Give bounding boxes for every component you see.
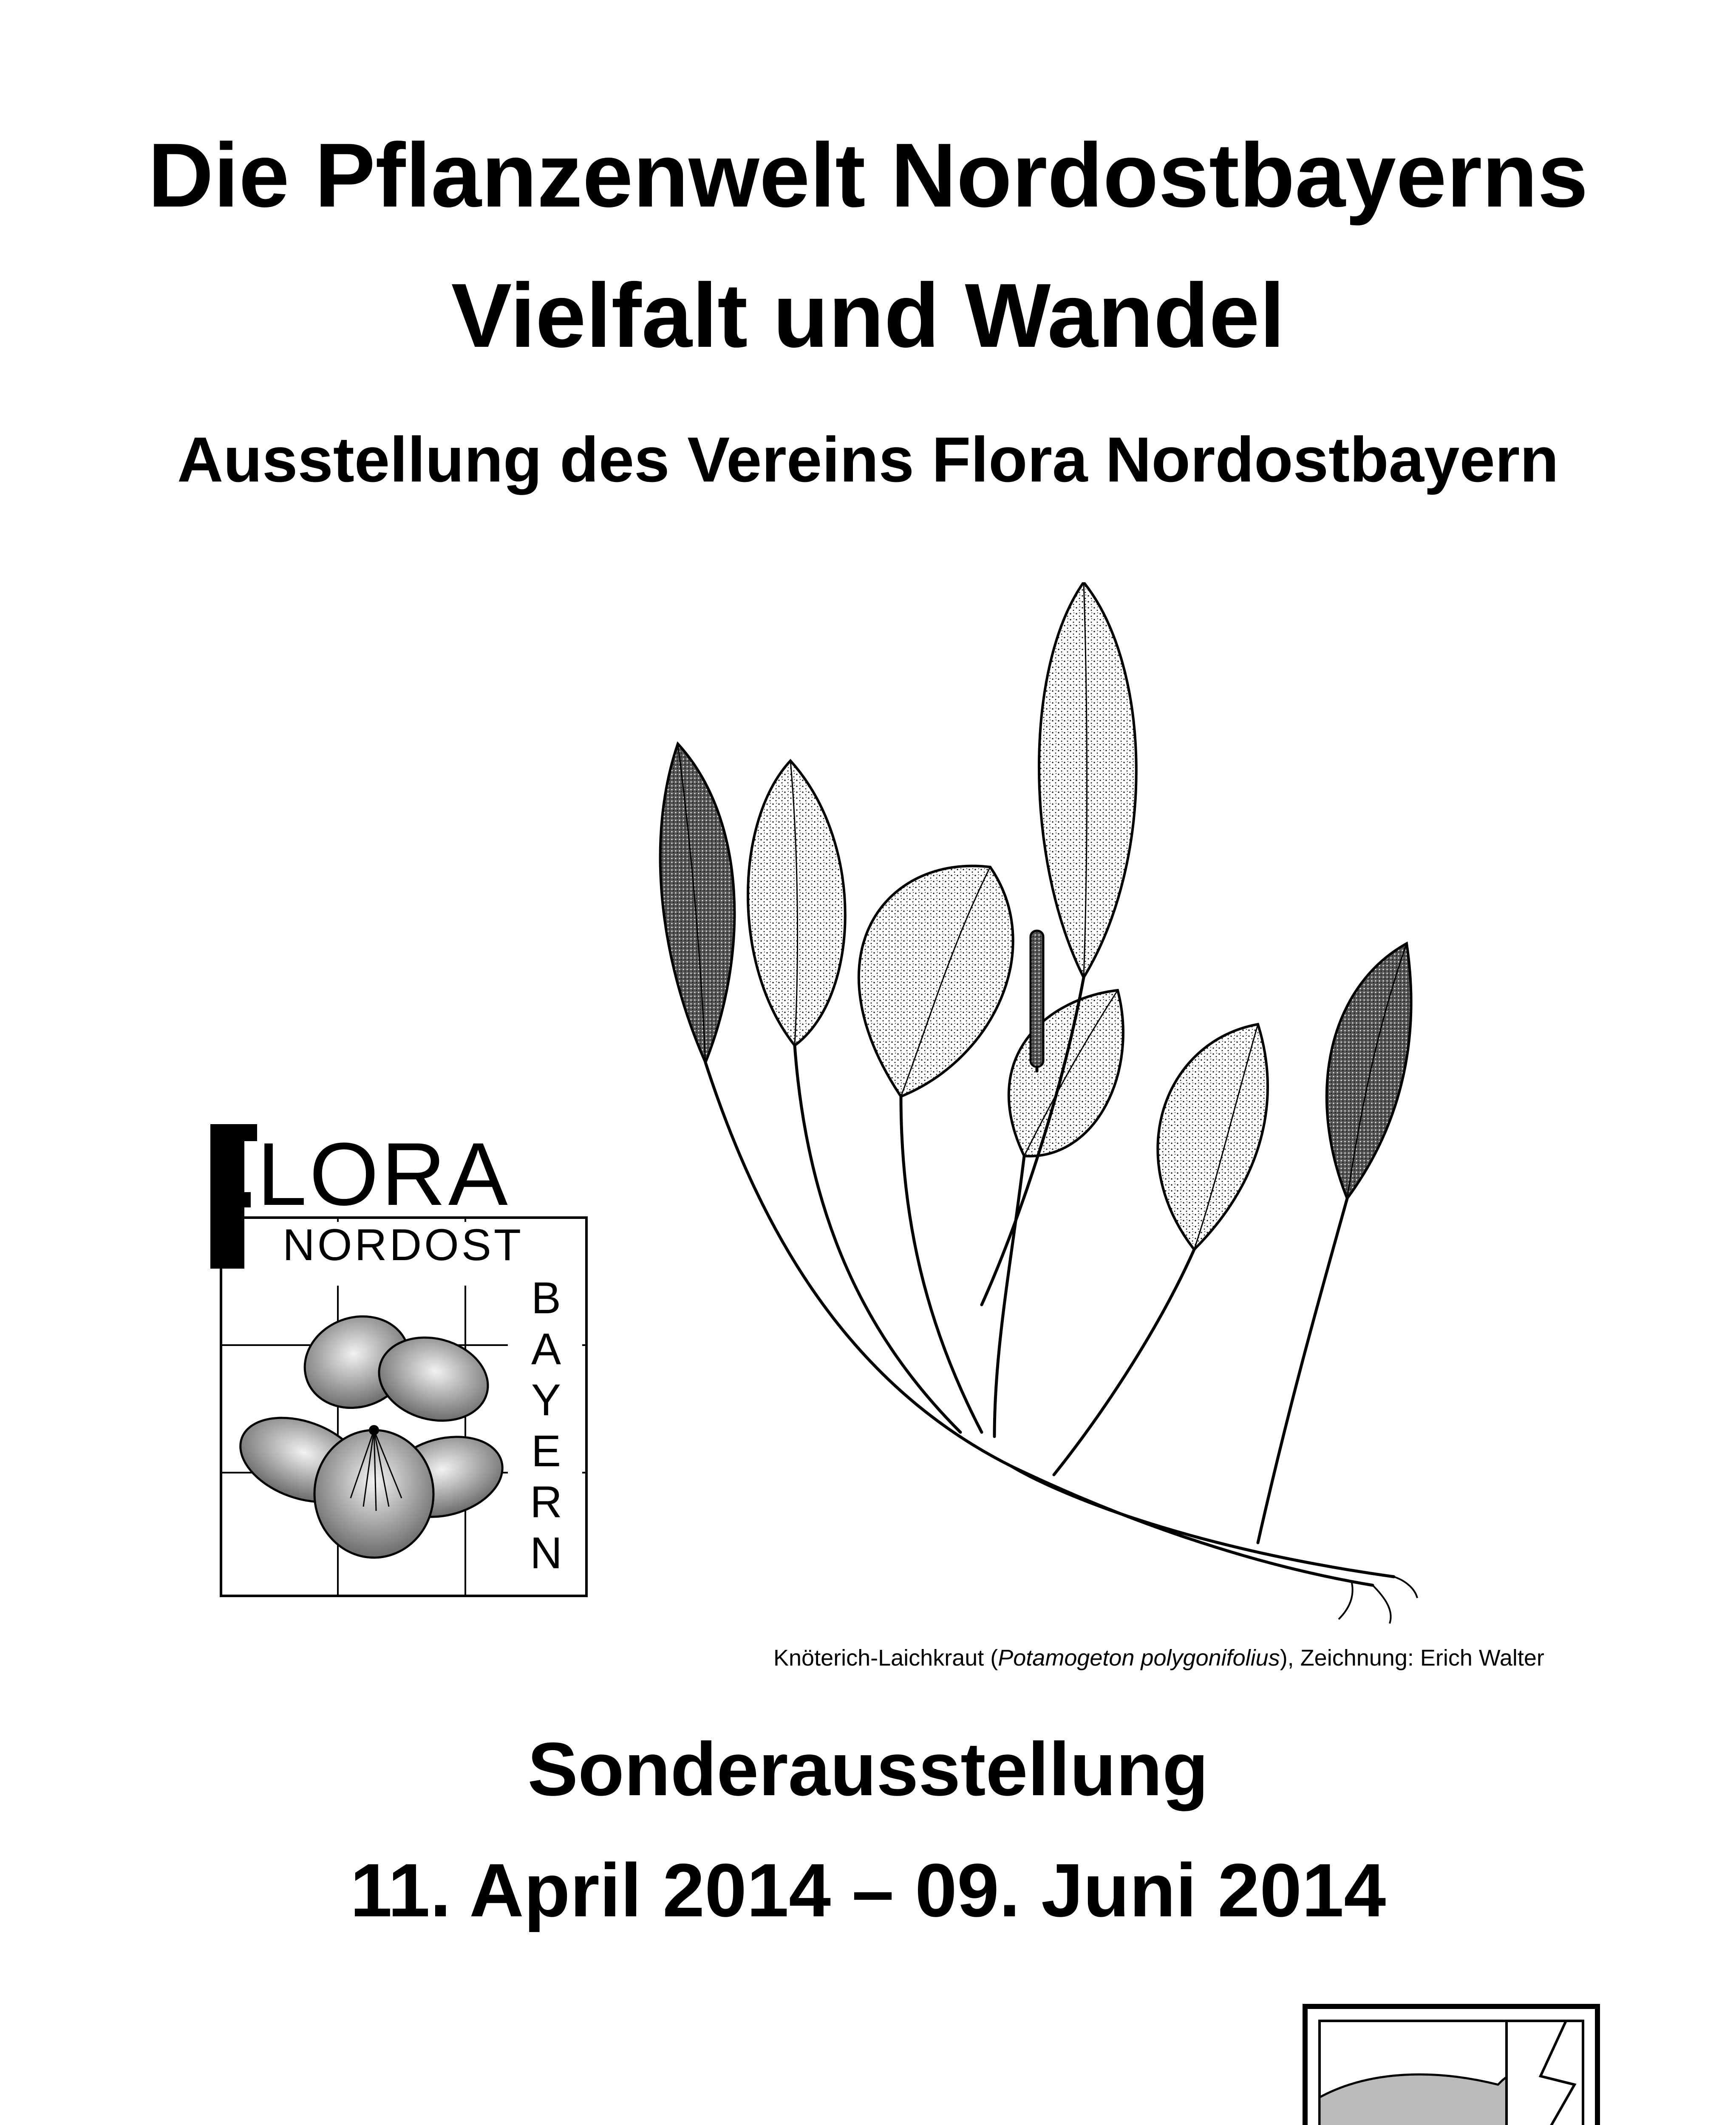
- poster-title-line1: Die Pflanzenwelt Nordostbayerns: [147, 125, 1589, 226]
- flora-logo-y: Y: [531, 1375, 561, 1425]
- flora-nordostbayern-logo: [210, 1124, 591, 1600]
- exhibition-label: Sonderausstellung: [527, 1727, 1209, 1811]
- flora-logo-n: N: [530, 1528, 562, 1578]
- flora-logo-b: B: [531, 1273, 561, 1323]
- flora-logo-lora: LORA: [257, 1124, 510, 1224]
- caption-species: Potamogeton polygonifolius: [998, 1645, 1280, 1671]
- poster-title-line2: Vielfalt und Wandel: [451, 265, 1285, 366]
- flora-logo-r: R: [530, 1477, 562, 1527]
- poster-subtitle: Ausstellung des Vereins Flora Nordostbayern: [177, 424, 1559, 495]
- flora-logo-e: E: [531, 1426, 561, 1476]
- caption-prefix: Knöterich-Laichkraut (: [773, 1645, 998, 1671]
- flora-logo-nordost: NORDOST: [283, 1220, 524, 1270]
- potamogeton-illustration: [629, 582, 1419, 1628]
- flora-logo-a: A: [531, 1324, 561, 1374]
- naturpark-fichtelgebirge-logo: [1303, 2004, 1600, 2125]
- exhibition-dates: 11. April 2014 – 09. Juni 2014: [350, 1848, 1386, 1932]
- illustration-caption: [773, 1645, 1544, 1671]
- caption-suffix: ), Zeichnung: Erich Walter: [1280, 1645, 1544, 1671]
